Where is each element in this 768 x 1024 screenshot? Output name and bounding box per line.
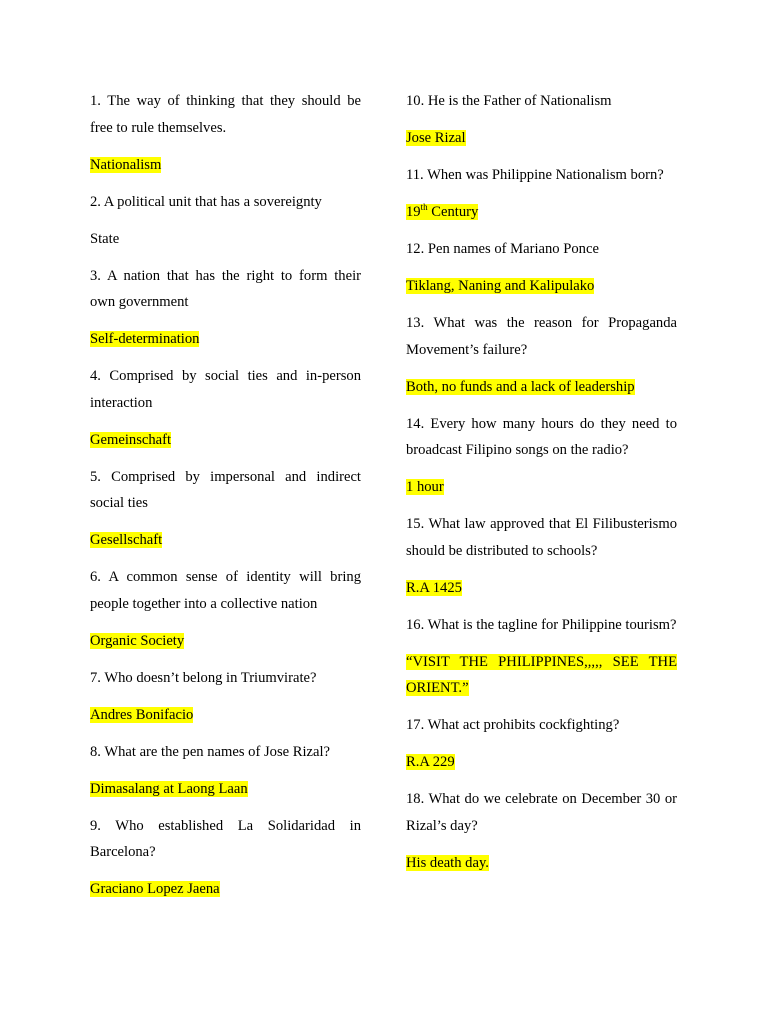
answer-8-text: Dimasalang at Laong Laan: [90, 780, 248, 797]
question-10: 10. He is the Father of Nationalism: [406, 93, 612, 109]
answer-17-text: R.A 229: [406, 754, 455, 770]
question-17: 17. What act prohibits cockfighting?: [406, 717, 620, 733]
answer-14-text: 1 hour: [406, 479, 444, 495]
answer-16-text: “VISIT THE PHILIPPINES,,,,, SEE THE ORIENT.”: [406, 653, 677, 696]
question-1: 1. The way of thinking that they should be free to rule themselves.: [90, 93, 361, 136]
question-14: 14. Every how many hours do they need to broadcast Filipino songs on the radio?: [406, 415, 677, 458]
question-4: 4. Comprised by social ties and in-person interaction: [90, 368, 361, 411]
answer-6: [90, 628, 361, 655]
answer-4-text: Gemeinschaft: [90, 431, 172, 448]
answer-10-text: Jose Rizal: [406, 130, 466, 146]
question-6: 6. A common sense of identity will bring people together into a collective nation: [90, 569, 361, 612]
answer-9: [90, 876, 361, 903]
question-12: 12. Pen names of Mariano Ponce: [406, 241, 599, 257]
answer-12: [406, 273, 677, 300]
answer-3: [90, 326, 361, 353]
answer-7: [90, 702, 361, 729]
answer-6-text: Organic Society: [90, 632, 185, 649]
question-11: 11. When was Philippine Nationalism born?: [406, 167, 664, 183]
question-16: 16. What is the tagline for Philippine tourism?: [406, 616, 677, 633]
answer-11-rest: Century: [427, 204, 479, 220]
answer-13-text: Both, no funds and a lack of leadership: [406, 378, 635, 395]
question-7: 7. Who doesn’t belong in Triumvirate?: [90, 669, 317, 686]
answer-15-text: R.A 1425: [406, 579, 462, 596]
answer-11-number: 19: [406, 204, 421, 220]
answer-7-text: Andres Bonifacio: [90, 706, 194, 723]
question-15: 15. What law approved that El Filibusterismo should be distributed to schools?: [406, 516, 677, 559]
question-18: 18. What do we celebrate on December 30 or Rizal’s day?: [406, 791, 677, 834]
right-column: [406, 88, 677, 887]
answer-15: [406, 575, 677, 602]
left-column: [90, 88, 361, 913]
question-3: 3. A nation that has the right to form their own government: [90, 267, 361, 310]
answer-18: [406, 850, 677, 877]
answer-2: [90, 226, 361, 253]
answer-16: [406, 649, 677, 702]
answer-18-text: His death day.: [406, 854, 489, 871]
answer-8: [90, 776, 361, 803]
answer-5-text: Gesellschaft: [90, 532, 163, 548]
answer-1: [90, 152, 361, 179]
question-5: 5. Comprised by impersonal and indirect social ties: [90, 468, 361, 511]
answer-9-text: Graciano Lopez Jaena: [90, 881, 220, 897]
answer-11: [406, 199, 677, 226]
answer-14: [406, 474, 677, 501]
answer-11-superscript: th: [420, 202, 428, 212]
answer-1-text: Nationalism: [90, 156, 162, 173]
answer-13: [406, 374, 677, 401]
question-8: 8. What are the pen names of Jose Rizal?: [90, 743, 331, 760]
answer-11-text: [406, 204, 478, 220]
answer-2-text: State: [90, 230, 120, 247]
answer-10: [406, 125, 677, 152]
answer-3-text: Self-determination: [90, 331, 200, 347]
answer-5: [90, 527, 361, 554]
answer-12-text: Tiklang, Naning and Kalipulako: [406, 278, 595, 294]
question-9: 9. Who established La Solidaridad in Barcelona?: [90, 817, 361, 860]
question-13: 13. What was the reason for Propaganda Movement’s failure?: [406, 315, 677, 358]
question-2: 2. A political unit that has a sovereignty: [90, 193, 322, 210]
answer-4: [90, 427, 361, 454]
answer-17: [406, 749, 677, 776]
